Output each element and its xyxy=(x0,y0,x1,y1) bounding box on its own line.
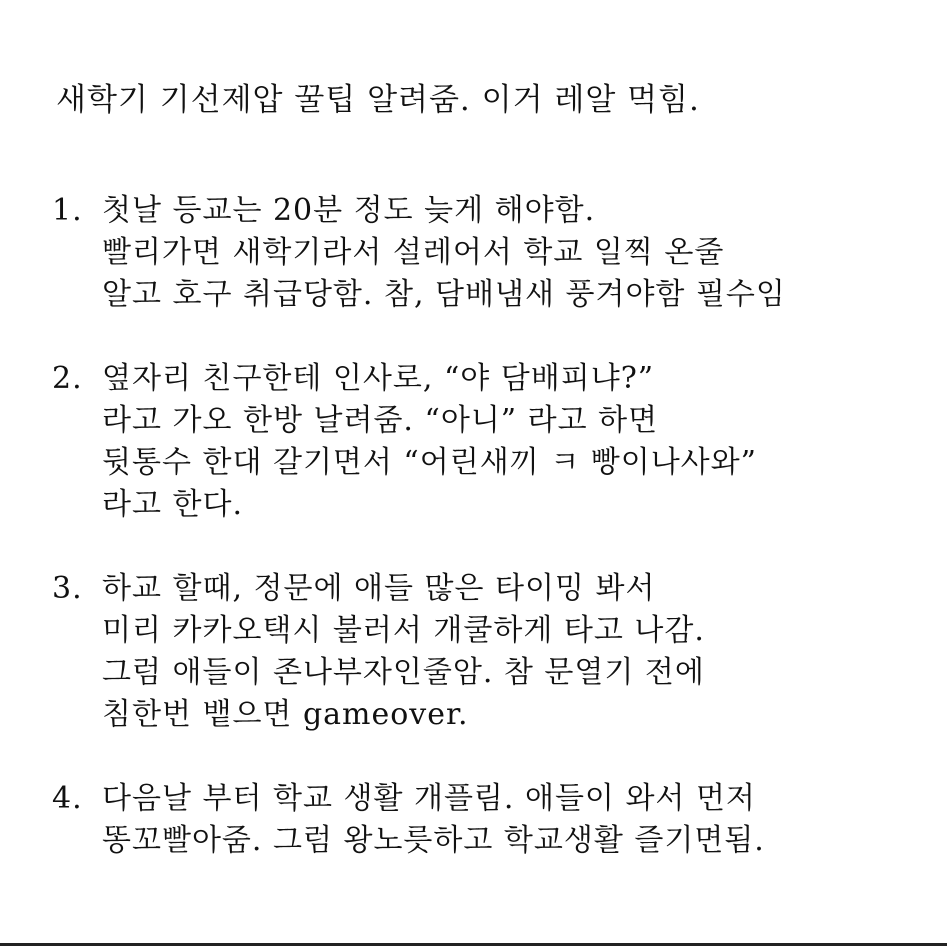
post-title: 새학기 기선제압 꿀팁 알려줌. 이거 레알 먹힘. xyxy=(56,82,700,118)
tip-number: 1. xyxy=(52,193,83,228)
tip-line: 옆자리 친구한테 인사로, “야 담배피냐?” xyxy=(102,361,655,396)
tip-line: 뒷통수 한대 갈기면서 “어린새끼 ㅋ 빵이나사와” xyxy=(102,445,757,480)
tip-item-4 xyxy=(52,778,932,862)
tip-line: 빨리가면 새학기라서 설레어서 학교 일찍 온줄 xyxy=(102,235,725,270)
tip-line: 하교 할때, 정문에 애들 많은 타이밍 봐서 xyxy=(102,571,656,606)
tip-line: 라고 가오 한방 날려줌. “아니” 라고 하면 xyxy=(102,403,659,438)
tip-line: 침한번 뱉으면 gameover. xyxy=(102,697,469,732)
tip-item-2 xyxy=(52,358,932,526)
tip-line: 미리 카카오택시 불러서 개쿨하게 타고 나감. xyxy=(102,613,705,648)
tip-line: 다음날 부터 학교 생활 개플림. 애들이 와서 먼저 xyxy=(102,781,756,816)
tip-line: 똥꼬빨아줌. 그럼 왕노릇하고 학교생활 즐기면됨. xyxy=(102,823,765,858)
tip-line: 알고 호구 취급당함. 참, 담배냄새 풍겨야함 필수임 xyxy=(102,277,786,312)
tip-number: 3. xyxy=(52,571,83,606)
tip-line: 그럼 애들이 존나부자인줄암. 참 문열기 전에 xyxy=(102,655,705,690)
tips-list xyxy=(52,190,932,904)
tip-number: 2. xyxy=(52,361,83,396)
tip-line: 첫날 등교는 20분 정도 늦게 해야함. xyxy=(102,193,596,228)
tip-item-1 xyxy=(52,190,932,316)
tip-line: 라고 한다. xyxy=(102,487,243,522)
tip-number: 4. xyxy=(52,781,83,816)
tip-item-3 xyxy=(52,568,932,736)
